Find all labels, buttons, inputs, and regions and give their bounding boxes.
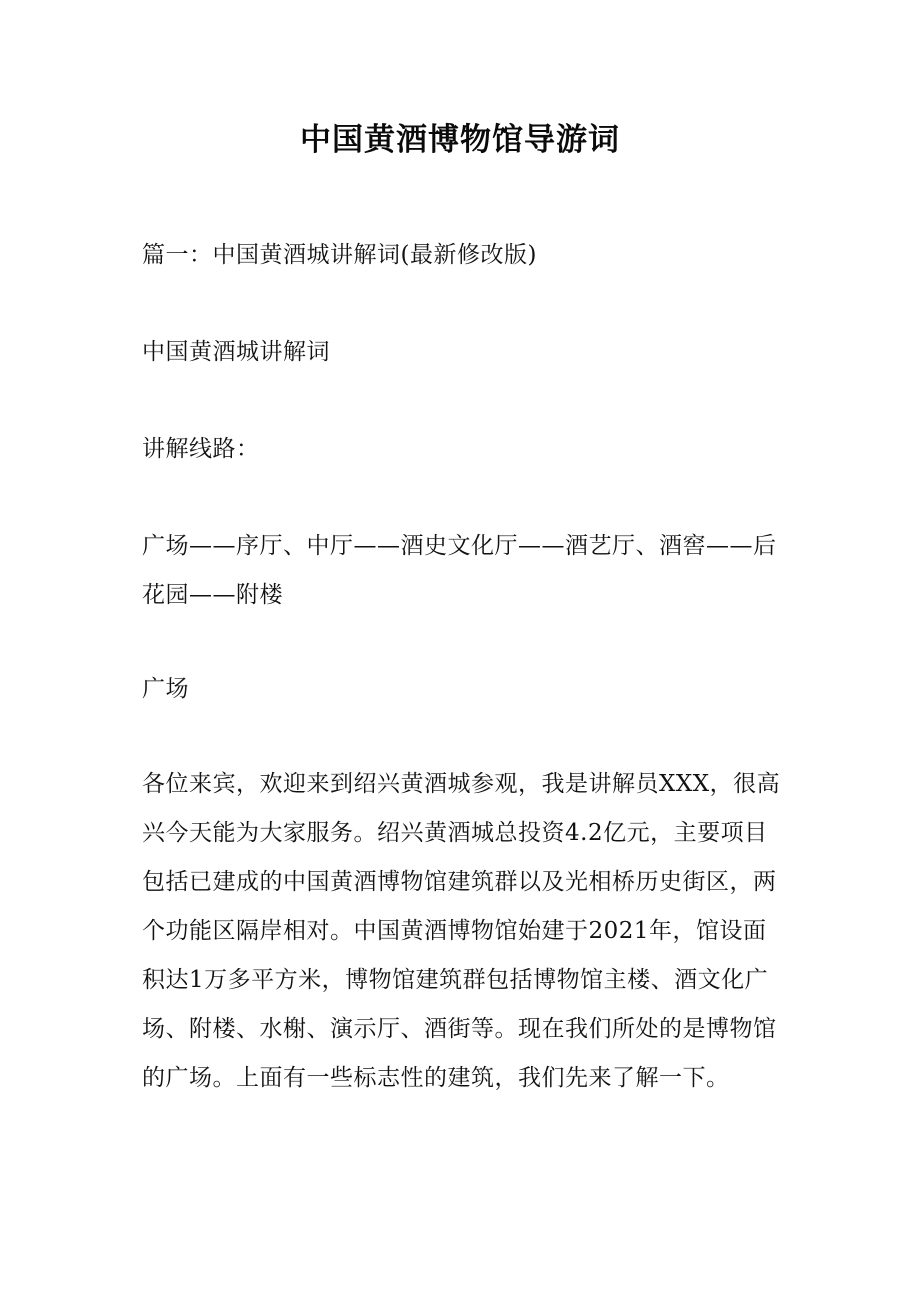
route-paragraph: 广场——序厅、中厅——酒史文化厅——酒艺厅、酒窖——后花园——附楼 — [142, 533, 777, 608]
intro-paragraph: 各位来宾，欢迎来到绍兴黄酒城参观，我是讲解员XXX，很高兴今天能为大家服务。绍兴黄酒城总投资4.2亿元，主要项目包括已建成的中国黄酒博物馆建筑群以及光相桥历史街区，两个功能区隔岸相对。中国黄酒博物馆始建于2021年，馆设面积达1万多平方米，博物馆建筑群包括博物馆主楼、酒文化广场、附楼、水榭、演示厅、酒街等。现在我们所处的是博物馆的广场。上面有一些标志性的建筑，我们先来了解一下。 — [142, 771, 781, 1091]
section-heading: 篇一：中国黄酒城讲解词(最新修改版) — [142, 242, 537, 268]
subtitle-paragraph: 中国黄酒城讲解词 — [142, 339, 330, 365]
route-label: 讲解线路： — [142, 436, 260, 462]
document-title: 中国黄酒博物馆导游词 — [300, 122, 620, 158]
plaza-heading: 广场 — [142, 676, 189, 702]
